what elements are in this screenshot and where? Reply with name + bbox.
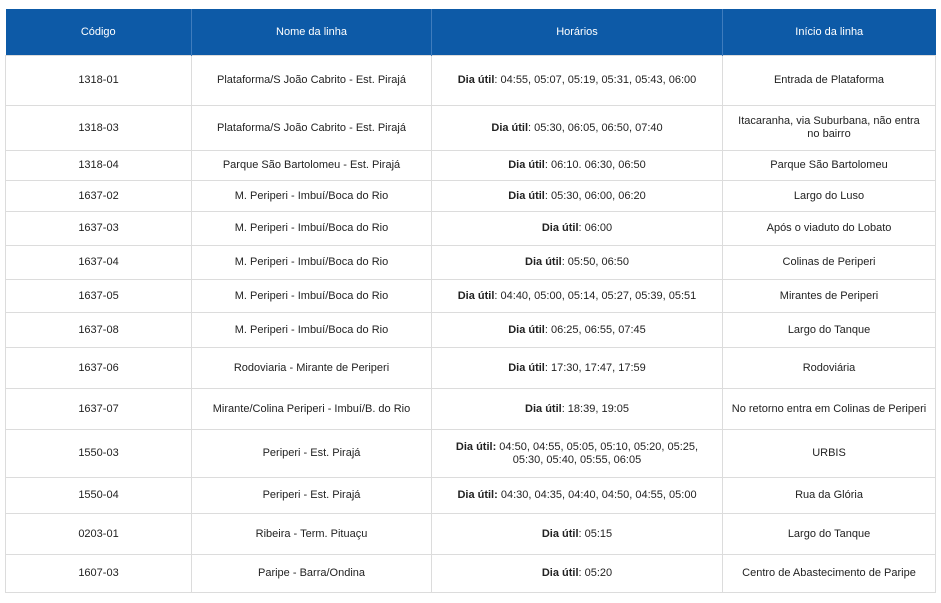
label-separator: : <box>494 289 498 302</box>
table-row <box>6 212 936 246</box>
cell-horarios <box>432 151 723 181</box>
cell-inicio-da-linha: URBIS <box>723 430 936 478</box>
day-type-label: Dia útil: <box>457 489 498 501</box>
departure-times: 04:55, 05:07, 05:19, 05:31, 05:43, 06:00 <box>497 74 697 86</box>
cell-horarios <box>432 56 723 106</box>
cell-horarios <box>432 181 723 212</box>
label-separator: : <box>561 402 565 415</box>
departure-times: 17:30, 17:47, 17:59 <box>547 361 646 374</box>
departure-times: 18:39, 19:05 <box>564 402 629 415</box>
label-separator: : <box>561 256 565 268</box>
cell-inicio-da-linha: Após o viaduto do Lobato <box>723 212 936 246</box>
table-row <box>6 389 936 430</box>
cell-nome-da-linha: Periperi - Est. Pirajá <box>192 430 432 478</box>
table-header <box>6 9 936 56</box>
cell-inicio-da-linha: Rodoviária <box>723 348 936 389</box>
day-type-label: Dia útil <box>508 189 545 202</box>
header-codigo: Código <box>6 9 192 56</box>
cell-inicio-da-linha: Largo do Tanque <box>723 514 936 555</box>
cell-codigo: 1637-07 <box>6 389 192 430</box>
cell-nome-da-linha: Plataforma/S João Cabrito - Est. Pirajá <box>192 56 432 106</box>
departure-times: 04:30, 04:35, 04:40, 04:50, 04:55, 05:00 <box>497 489 697 501</box>
cell-horarios <box>432 106 723 151</box>
table-row <box>6 313 936 348</box>
cell-inicio-da-linha: Largo do Luso <box>723 181 936 212</box>
cell-nome-da-linha: M. Periperi - Imbuí/Boca do Rio <box>192 313 432 348</box>
table-body <box>6 56 936 593</box>
schedule-table-container <box>5 9 935 593</box>
cell-horarios <box>432 348 723 389</box>
departure-times: 05:20 <box>581 567 613 579</box>
label-separator: : <box>578 567 582 579</box>
table-row <box>6 348 936 389</box>
cell-inicio-da-linha: Colinas de Periperi <box>723 246 936 280</box>
cell-nome-da-linha: Rodoviaria - Mirante de Periperi <box>192 348 432 389</box>
cell-horarios <box>432 478 723 514</box>
cell-nome-da-linha: M. Periperi - Imbuí/Boca do Rio <box>192 246 432 280</box>
day-type-label: Dia útil <box>541 567 579 579</box>
cell-horarios <box>432 280 723 313</box>
header-nome-da-linha: Nome da linha <box>192 9 432 56</box>
cell-nome-da-linha: Plataforma/S João Cabrito - Est. Pirajá <box>192 106 432 151</box>
cell-nome-da-linha: Mirante/Colina Periperi - Imbuí/B. do Rio <box>192 389 432 430</box>
cell-codigo: 1318-01 <box>6 56 192 106</box>
departure-times: 04:50, 04:55, 05:05, 05:10, 05:20, 05:25, 05:30, 05:40, 05:55, 06:05 <box>496 440 699 466</box>
table-row <box>6 555 936 593</box>
header-row <box>6 9 936 56</box>
cell-horarios <box>432 246 723 280</box>
cell-codigo: 1637-05 <box>6 280 192 313</box>
table-row <box>6 56 936 106</box>
cell-codigo: 1318-03 <box>6 106 192 151</box>
cell-codigo: 0203-01 <box>6 514 192 555</box>
table-row <box>6 151 936 181</box>
day-type-label: Dia útil <box>508 159 545 171</box>
header-inicio-da-linha: Início da linha <box>723 9 936 56</box>
cell-horarios <box>432 514 723 555</box>
cell-nome-da-linha: M. Periperi - Imbuí/Boca do Rio <box>192 181 432 212</box>
label-separator: : <box>544 361 548 374</box>
day-type-label: Dia útil <box>541 222 579 234</box>
departure-times: 06:25, 06:55, 07:45 <box>547 323 646 336</box>
cell-horarios <box>432 430 723 478</box>
table-row <box>6 430 936 478</box>
departure-times: 05:15 <box>581 527 613 540</box>
cell-inicio-da-linha: Parque São Bartolomeu <box>723 151 936 181</box>
label-separator: : <box>544 159 548 171</box>
day-type-label: Dia útil <box>525 402 562 415</box>
cell-nome-da-linha: Periperi - Est. Pirajá <box>192 478 432 514</box>
cell-inicio-da-linha: Centro de Abastecimento de Paripe <box>723 555 936 593</box>
table-row <box>6 246 936 280</box>
label-separator: : <box>544 189 548 202</box>
cell-horarios <box>432 313 723 348</box>
cell-codigo: 1637-08 <box>6 313 192 348</box>
departure-times: 05:50, 06:50 <box>564 256 629 268</box>
schedule-table <box>5 9 936 593</box>
cell-inicio-da-linha: No retorno entra em Colinas de Periperi <box>723 389 936 430</box>
cell-horarios <box>432 389 723 430</box>
cell-nome-da-linha: Paripe - Barra/Ondina <box>192 555 432 593</box>
cell-inicio-da-linha: Itacaranha, via Suburbana, não entra no bairro <box>723 106 936 151</box>
day-type-label: Dia útil <box>525 256 562 268</box>
cell-horarios <box>432 555 723 593</box>
day-type-label: Dia útil <box>457 74 495 86</box>
table-row <box>6 478 936 514</box>
cell-codigo: 1637-03 <box>6 212 192 246</box>
day-type-label: Dia útil <box>457 289 495 302</box>
table-row <box>6 280 936 313</box>
day-type-label: Dia útil <box>508 323 545 336</box>
table-row <box>6 106 936 151</box>
cell-codigo: 1550-04 <box>6 478 192 514</box>
day-type-label: Dia útil <box>491 121 529 134</box>
label-separator: : <box>528 121 532 134</box>
day-type-label: Dia útil <box>508 361 545 374</box>
cell-codigo: 1318-04 <box>6 151 192 181</box>
label-separator: : <box>544 323 548 336</box>
departure-times: 06:00 <box>581 222 613 234</box>
table-row <box>6 514 936 555</box>
cell-nome-da-linha: M. Periperi - Imbuí/Boca do Rio <box>192 212 432 246</box>
cell-inicio-da-linha: Entrada de Plataforma <box>723 56 936 106</box>
cell-horarios <box>432 212 723 246</box>
header-horarios: Horários <box>432 9 723 56</box>
label-separator: : <box>494 74 498 86</box>
cell-nome-da-linha: Ribeira - Term. Pituaçu <box>192 514 432 555</box>
day-type-label: Dia útil <box>541 527 579 540</box>
departure-times: 05:30, 06:00, 06:20 <box>547 189 646 202</box>
cell-inicio-da-linha: Largo do Tanque <box>723 313 936 348</box>
cell-codigo: 1607-03 <box>6 555 192 593</box>
departure-times: 04:40, 05:00, 05:14, 05:27, 05:39, 05:51 <box>497 289 697 302</box>
cell-codigo: 1637-04 <box>6 246 192 280</box>
label-separator: : <box>578 527 582 540</box>
cell-codigo: 1637-06 <box>6 348 192 389</box>
cell-inicio-da-linha: Rua da Glória <box>723 478 936 514</box>
table-row <box>6 181 936 212</box>
cell-nome-da-linha: Parque São Bartolomeu - Est. Pirajá <box>192 151 432 181</box>
departure-times: 06:10. 06:30, 06:50 <box>547 159 646 171</box>
cell-codigo: 1637-02 <box>6 181 192 212</box>
departure-times: 05:30, 06:05, 06:50, 07:40 <box>531 121 663 134</box>
day-type-label: Dia útil: <box>455 440 497 453</box>
cell-nome-da-linha: M. Periperi - Imbuí/Boca do Rio <box>192 280 432 313</box>
cell-codigo: 1550-03 <box>6 430 192 478</box>
cell-inicio-da-linha: Mirantes de Periperi <box>723 280 936 313</box>
label-separator: : <box>578 222 582 234</box>
